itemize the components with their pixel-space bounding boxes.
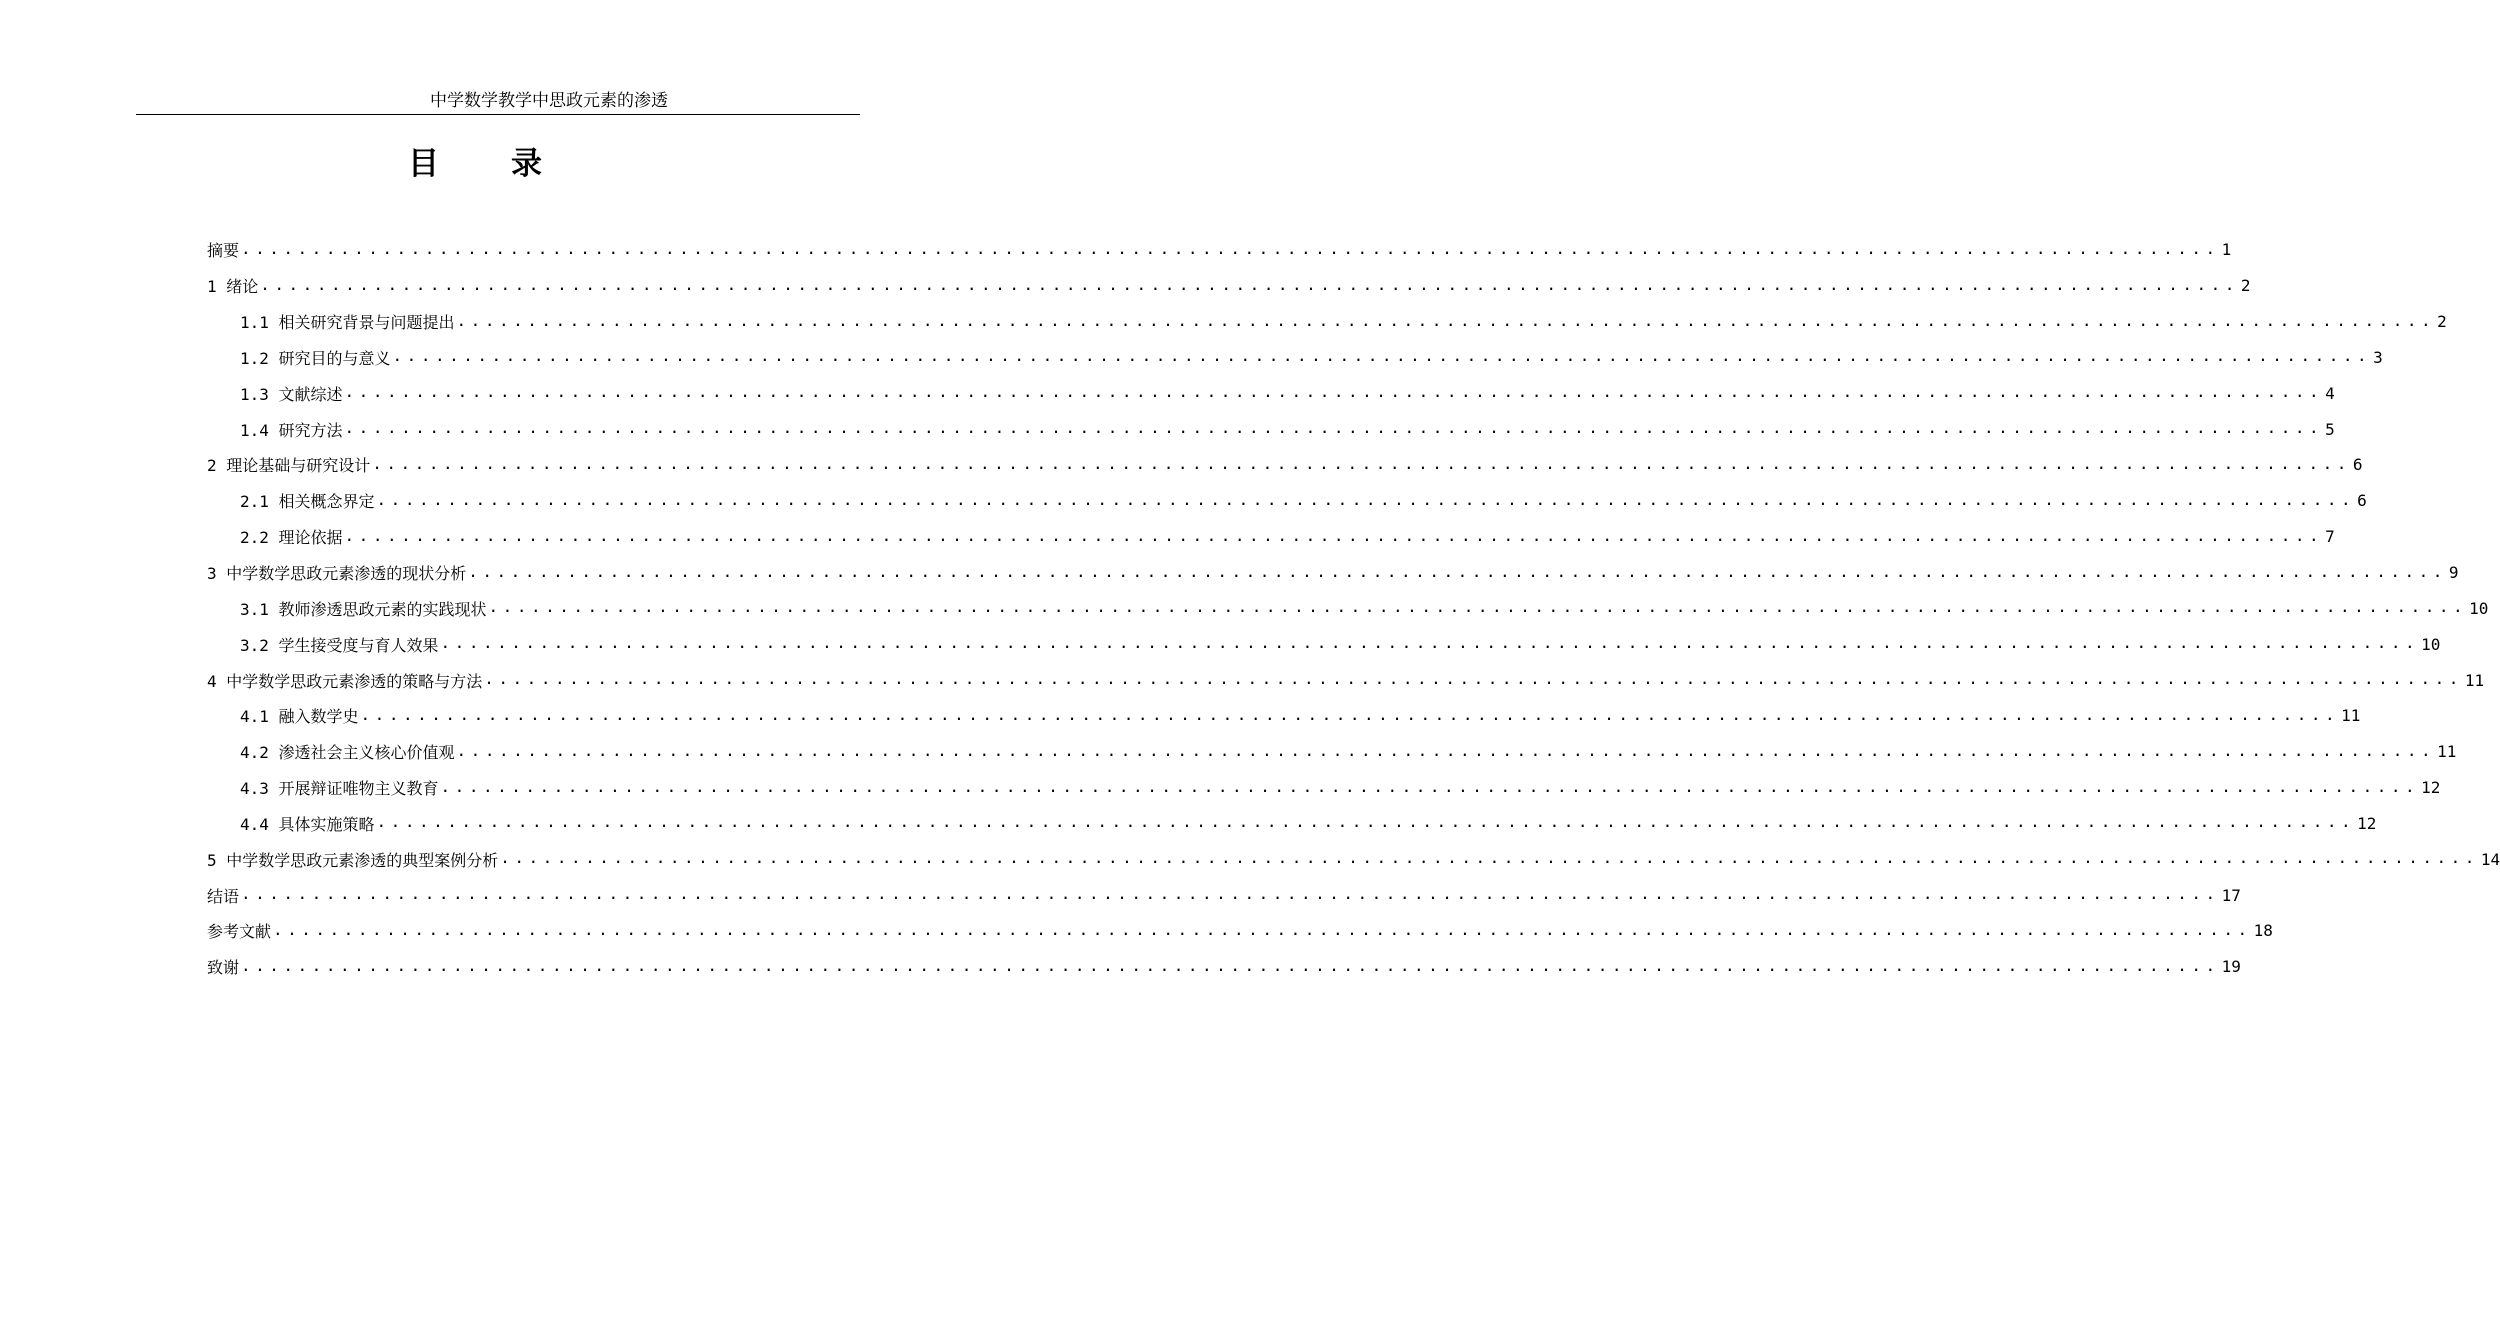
toc-entry-label: 4 中学数学思政元素渗透的策略与方法 [207,671,483,691]
toc-entry-page: 12 [2357,813,2377,833]
toc-entry-page: 11 [2341,706,2361,726]
toc-entry-page: 9 [2448,563,2459,583]
toc-entry-label: 2.2 理论依据 [240,528,343,548]
toc-entry-page: 7 [2325,527,2335,547]
running-header [136,90,860,115]
toc-entry[interactable] [207,268,2251,304]
toc-entry-label: 3 中学数学思政元素渗透的现状分析 [207,564,467,584]
running-header-title: 中学数学教学中思政元素的渗透 [430,91,668,111]
toc-entry-label: 4.1 融入数学史 [240,707,359,727]
toc-entry[interactable] [207,375,2335,411]
toc-entry-label: 摘要 [207,241,240,261]
toc-entry-label: 致谢 [207,958,240,978]
toc-entry[interactable] [207,913,2273,949]
toc-entry-label: 1.3 文献综述 [240,384,343,404]
toc-entry[interactable] [207,555,2459,591]
toc-entry-label: 4.4 具体实施策略 [240,814,375,834]
toc-entry[interactable] [207,841,2500,877]
toc-entry-label: 1.1 相关研究背景与问题提出 [240,313,455,333]
toc-entry-page: 12 [2421,778,2441,798]
toc-entry-label: 3.2 学生接受度与育人效果 [240,635,439,655]
toc-leader-dots: ............................................................................................................................................ [376,489,2356,509]
toc-entry-label: 结语 [207,886,240,906]
table-of-contents [207,232,2500,985]
toc-leader-dots: ............................................................................................................................................ [241,238,2220,258]
toc-title: 目录 [408,146,614,182]
toc-entry-label: 2.1 相关概念界定 [240,492,375,512]
toc-leader-dots: ............................................................................................................................................ [273,919,2252,939]
toc-leader-dots: ............................................................................................................................................ [440,776,2420,796]
toc-entry[interactable] [207,304,2447,340]
toc-entry-label: 1 绪论 [207,277,259,297]
toc-entry[interactable] [207,734,2457,770]
toc-entry[interactable] [207,662,2485,698]
toc-entry[interactable] [207,626,2441,662]
toc-entry-page: 2 [2437,312,2447,332]
toc-entry-label: 1.2 研究目的与意义 [240,348,391,368]
toc-entry-label: 2 理论基础与研究设计 [207,456,371,476]
toc-entry[interactable] [207,519,2335,555]
toc-entry[interactable] [207,483,2367,519]
toc-entry-label: 参考文献 [207,922,272,942]
toc-entry-page: 17 [2221,885,2241,905]
toc-entry-page: 4 [2325,383,2335,403]
toc-entry[interactable] [207,770,2441,806]
toc-entry[interactable] [207,340,2383,376]
toc-leader-dots: ............................................................................................................................................ [392,346,2372,366]
toc-leader-dots: ............................................................................................................................................ [344,418,2324,438]
toc-entry[interactable] [207,949,2241,985]
toc-entry[interactable] [207,698,2361,734]
toc-entry-label: 4.2 渗透社会主义核心价值观 [240,743,455,763]
toc-entry[interactable] [207,411,2335,447]
toc-entry-label: 5 中学数学思政元素渗透的典型案例分析 [207,850,499,870]
toc-entry[interactable] [207,447,2363,483]
toc-entry-page: 10 [2421,634,2441,654]
toc-entry-page: 19 [2221,957,2241,977]
toc-leader-dots: ............................................................................................................................................ [360,704,2340,724]
toc-entry-page: 6 [2352,455,2363,475]
toc-entry[interactable] [207,232,2232,268]
toc-entry-page: 11 [2437,742,2457,762]
toc-leader-dots: ............................................................................................................................................ [468,561,2447,581]
toc-leader-dots: ............................................................................................................................................ [344,525,2324,545]
toc-leader-dots: ............................................................................................................................................ [456,740,2436,760]
toc-entry-page: 3 [2373,347,2383,367]
toc-entry-page: 18 [2253,921,2273,941]
toc-entry-page: 10 [2469,598,2489,618]
toc-leader-dots: ............................................................................................................................................ [440,633,2420,653]
toc-entry-page: 14 [2480,849,2500,869]
toc-entry-page: 1 [2221,240,2232,260]
toc-entry-label: 4.3 开展辩证唯物主义教育 [240,779,439,799]
toc-entry-label: 1.4 研究方法 [240,420,343,440]
toc-leader-dots: ............................................................................................................................................ [484,669,2463,689]
toc-leader-dots: ............................................................................................................................................ [372,453,2351,473]
toc-entry[interactable] [207,877,2241,913]
toc-entry[interactable] [207,806,2377,842]
toc-entry-page: 6 [2357,491,2367,511]
toc-leader-dots: ............................................................................................................................................ [376,812,2356,832]
toc-leader-dots: ............................................................................................................................................ [241,955,2220,975]
toc-leader-dots: ............................................................................................................................................ [241,884,2220,904]
toc-leader-dots: ............................................................................................................................................ [500,848,2479,868]
toc-entry-page: 2 [2240,276,2251,296]
toc-leader-dots: ............................................................................................................................................ [260,274,2239,294]
toc-leader-dots: ............................................................................................................................................ [488,597,2468,617]
toc-leader-dots: ............................................................................................................................................ [344,382,2324,402]
toc-entry-page: 11 [2464,670,2485,690]
toc-entry-page: 5 [2325,419,2335,439]
toc-entry[interactable] [207,590,2489,626]
toc-leader-dots: ............................................................................................................................................ [456,310,2436,330]
toc-entry-label: 3.1 教师渗透思政元素的实践现状 [240,599,487,619]
